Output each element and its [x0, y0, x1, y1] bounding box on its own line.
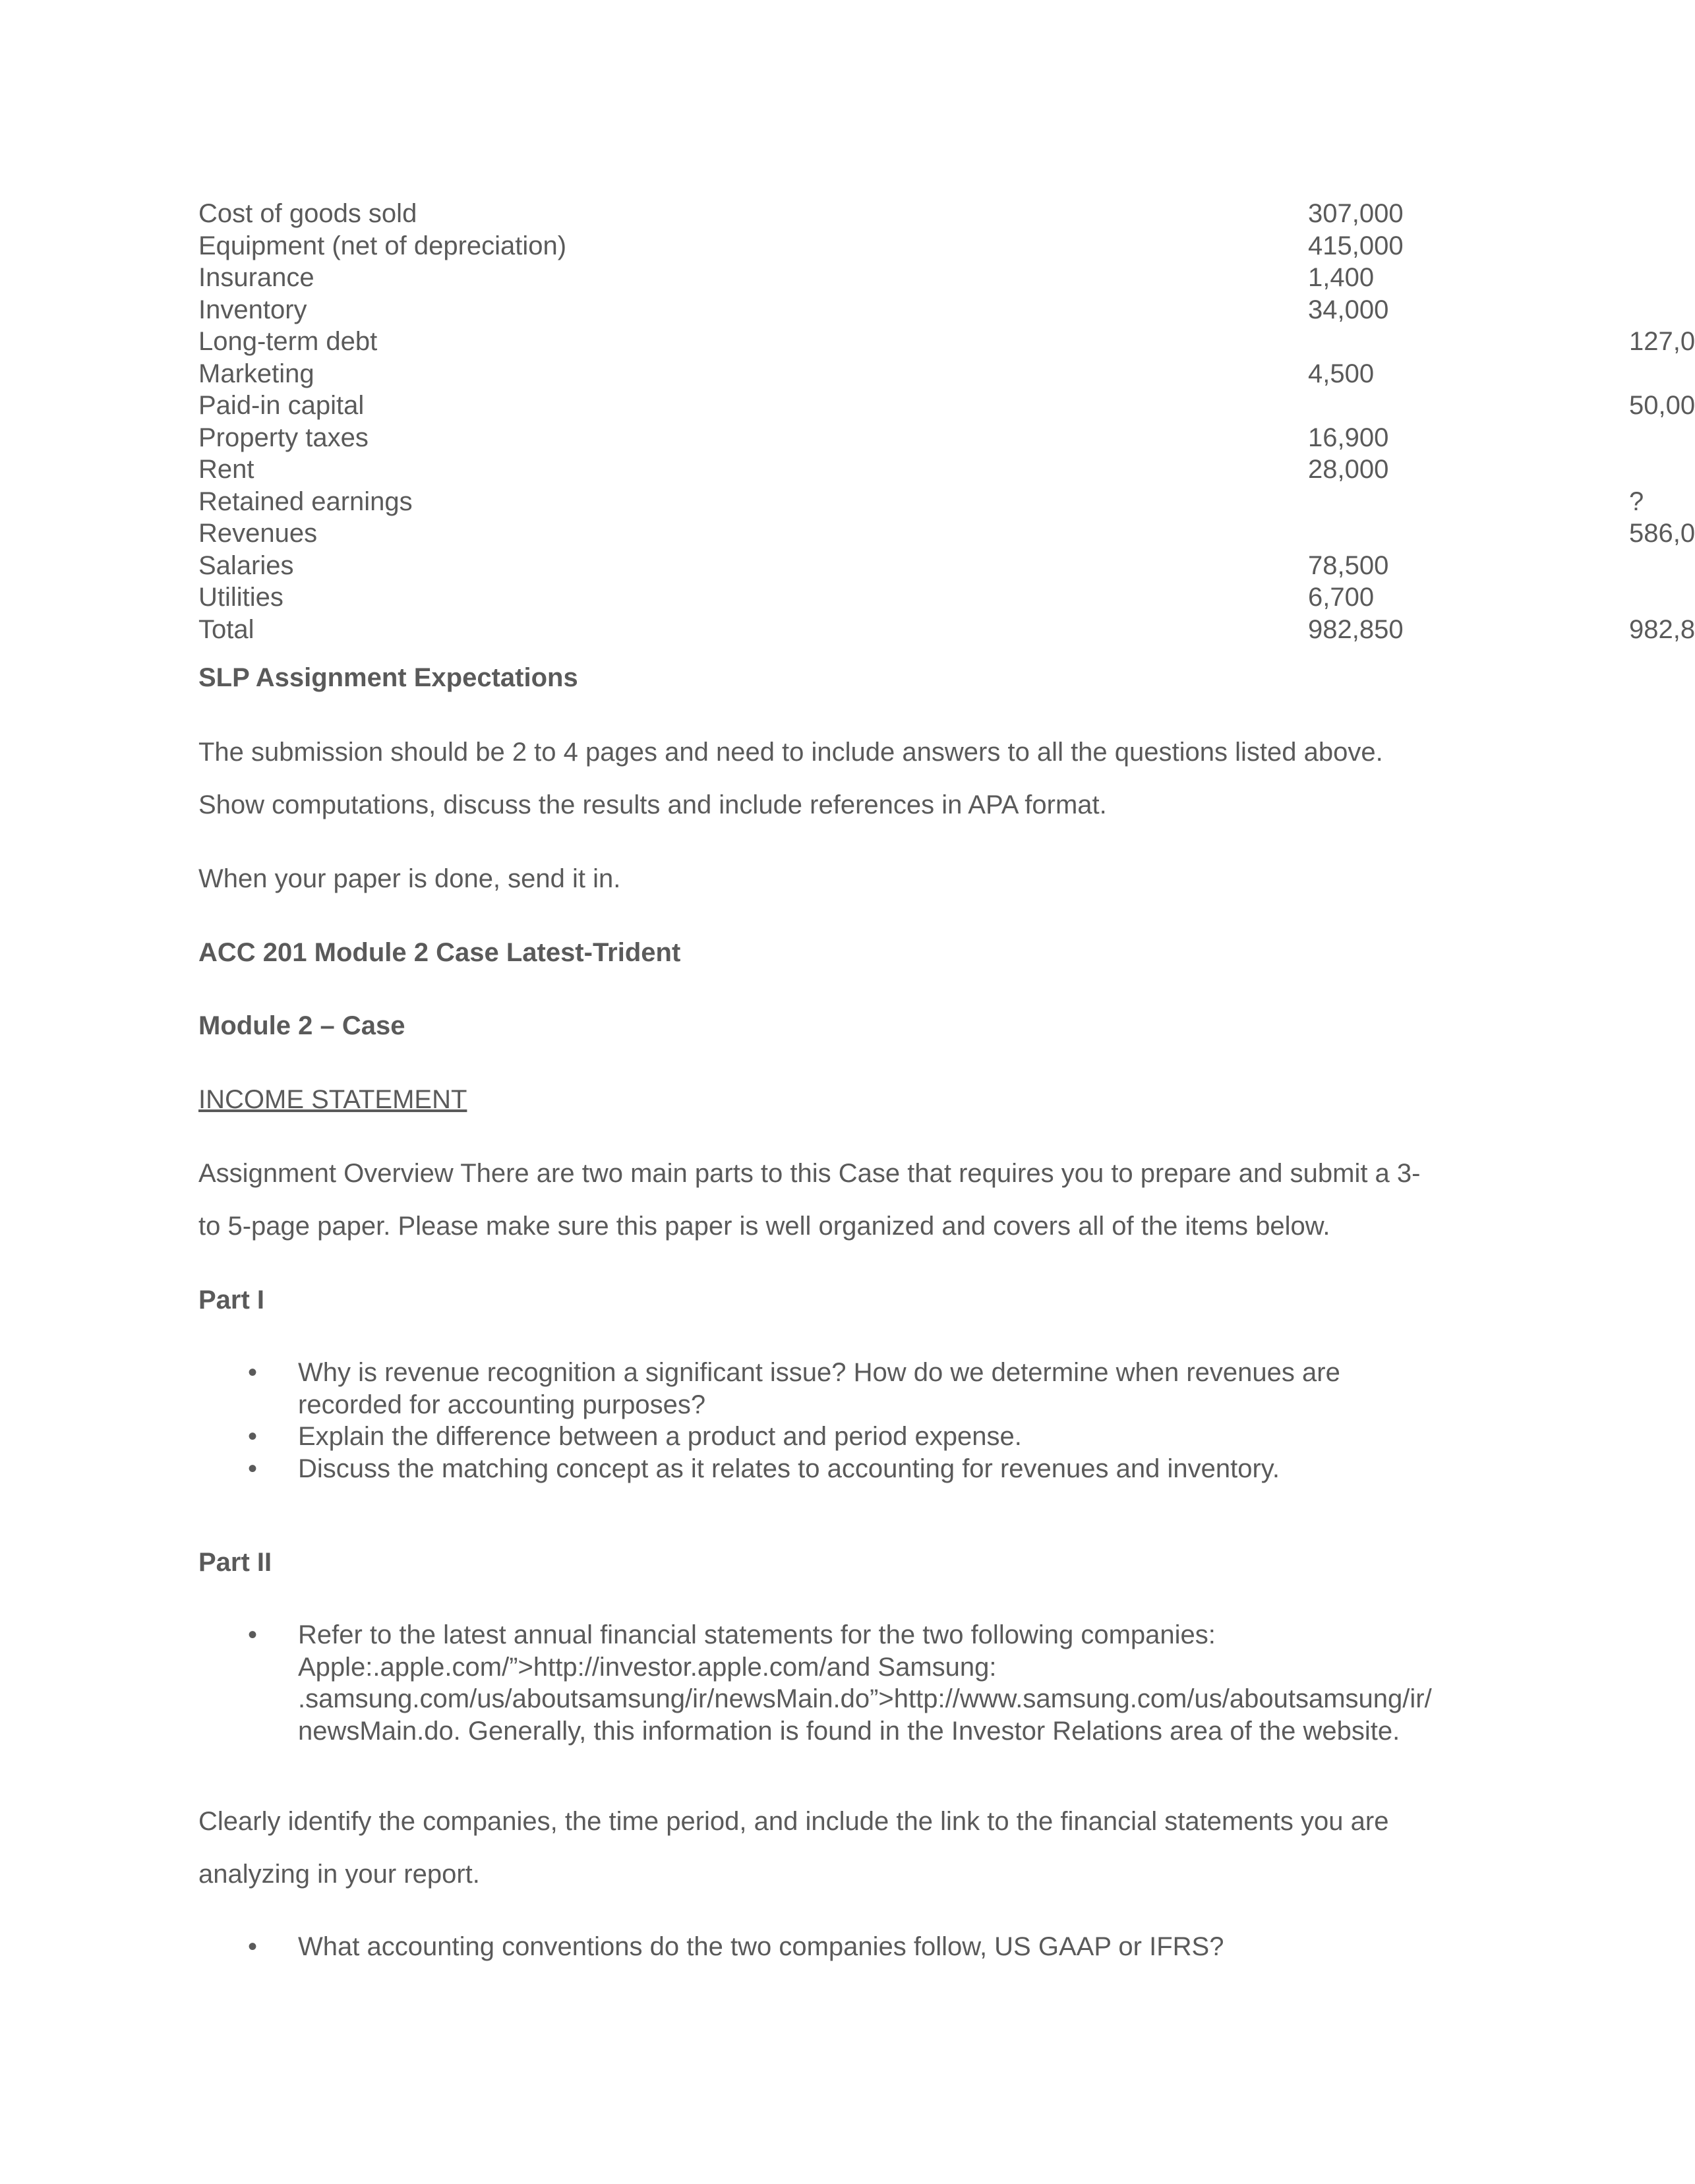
part1-bullet-list [198, 1357, 1517, 1485]
part2-heading: Part II [198, 1548, 272, 1577]
credit-amount: ? [1629, 487, 1644, 516]
credit-amount: 982,8 [1629, 614, 1695, 644]
account-name: Retained earnings [198, 487, 413, 516]
account-name: Insurance [198, 263, 314, 292]
account-name: Property taxes [198, 423, 369, 452]
bullet-text: What accounting conventions do the two companies follow, US GAAP or IFRS? [298, 1932, 1224, 1961]
part1-heading: Part I [198, 1285, 265, 1314]
debit-amount: 78,500 [1308, 550, 1389, 580]
part2-bullet-list [198, 1619, 1517, 1747]
debit-amount: 4,500 [1308, 359, 1375, 388]
bullet-icon: • [248, 1620, 258, 1649]
account-name: Marketing [198, 359, 314, 388]
slp-paragraph-line: The submission should be 2 to 4 pages and need to include answers to all the questions listed above. [198, 738, 1383, 767]
table-row [198, 358, 1688, 390]
bullet-text: Refer to the latest annual financial statements for the two following companies: Apple:.apple.com/”>http://investor.apple.com/and Samsung: .samsung.com/us/aboutsamsung/ir/newsMain.do”>http://www.samsung.com/us/aboutsamsung/ir/ newsMain.do. Generally, this information is found in the Investor Relations area of the website. [298, 1620, 1432, 1746]
account-name: Paid-in capital [198, 391, 365, 420]
list-item [198, 1931, 1517, 1963]
account-name: Rent [198, 455, 254, 484]
overview-line: Assignment Overview There are two main parts to this Case that requires you to prepare and submit a 3- [198, 1159, 1421, 1188]
account-name: Salaries [198, 550, 294, 580]
bullet-text: Why is revenue recognition a significant issue? How do we determine when revenues are recorded for accounting purposes? [298, 1358, 1340, 1419]
debit-amount: 6,700 [1308, 583, 1375, 612]
table-row [198, 326, 1695, 358]
bullet-icon: • [248, 1422, 258, 1451]
table-row [198, 581, 1688, 614]
account-name: Revenues [198, 519, 318, 548]
module-heading: Module 2 – Case [198, 1011, 405, 1040]
part2-bullet-list-continued [198, 1931, 1517, 1963]
table-row [198, 454, 1688, 486]
table-row [198, 198, 1688, 230]
debit-amount: 28,000 [1308, 455, 1389, 484]
credit-amount: 50,00 [1629, 391, 1695, 420]
debit-amount: 307,000 [1308, 199, 1404, 228]
bullet-icon: • [248, 1454, 258, 1483]
table-row [198, 294, 1688, 326]
trial-balance-table [198, 198, 1695, 645]
account-name: Equipment (net of depreciation) [198, 231, 567, 260]
account-name: Inventory [198, 295, 307, 324]
debit-amount: 16,900 [1308, 423, 1389, 452]
debit-amount: 34,000 [1308, 295, 1389, 324]
table-row [198, 486, 1688, 518]
debit-amount: 982,850 [1308, 614, 1404, 644]
list-item [198, 1453, 1517, 1485]
debit-amount: 1,400 [1308, 263, 1375, 292]
bullet-text: Discuss the matching concept as it relates to accounting for revenues and inventory. [298, 1454, 1280, 1483]
list-item [198, 1619, 1517, 1747]
overview-line: to 5-page paper. Please make sure this paper is well organized and covers all of the items below. [198, 1212, 1330, 1241]
debit-amount: 415,000 [1308, 231, 1404, 260]
bullet-icon: • [248, 1358, 258, 1387]
bullet-text: Explain the difference between a product and period expense. [298, 1422, 1022, 1451]
table-row [198, 262, 1688, 294]
slp-heading: SLP Assignment Expectations [198, 663, 578, 692]
table-row [198, 550, 1688, 582]
case-title: ACC 201 Module 2 Case Latest-Trident [198, 938, 681, 967]
credit-amount: 127,0 [1629, 327, 1695, 356]
identify-line: analyzing in your report. [198, 1860, 480, 1889]
table-row [198, 422, 1688, 454]
slp-paragraph-line: Show computations, discuss the results and include references in APA format. [198, 790, 1107, 819]
slp-closing-line: When your paper is done, send it in. [198, 864, 621, 893]
table-row [198, 614, 1695, 646]
table-row [198, 230, 1688, 262]
credit-amount: 586,0 [1629, 519, 1695, 548]
account-name: Long-term debt [198, 327, 378, 356]
account-name: Cost of goods sold [198, 199, 417, 228]
table-row [198, 390, 1695, 422]
list-item [198, 1357, 1517, 1421]
account-name: Total [198, 614, 254, 644]
list-item [198, 1421, 1517, 1453]
identify-line: Clearly identify the companies, the time period, and include the link to the financial statements you are [198, 1807, 1389, 1836]
account-name: Utilities [198, 583, 283, 612]
income-statement-link[interactable]: INCOME STATEMENT [198, 1085, 467, 1114]
bullet-icon: • [248, 1932, 258, 1961]
table-row [198, 517, 1695, 550]
